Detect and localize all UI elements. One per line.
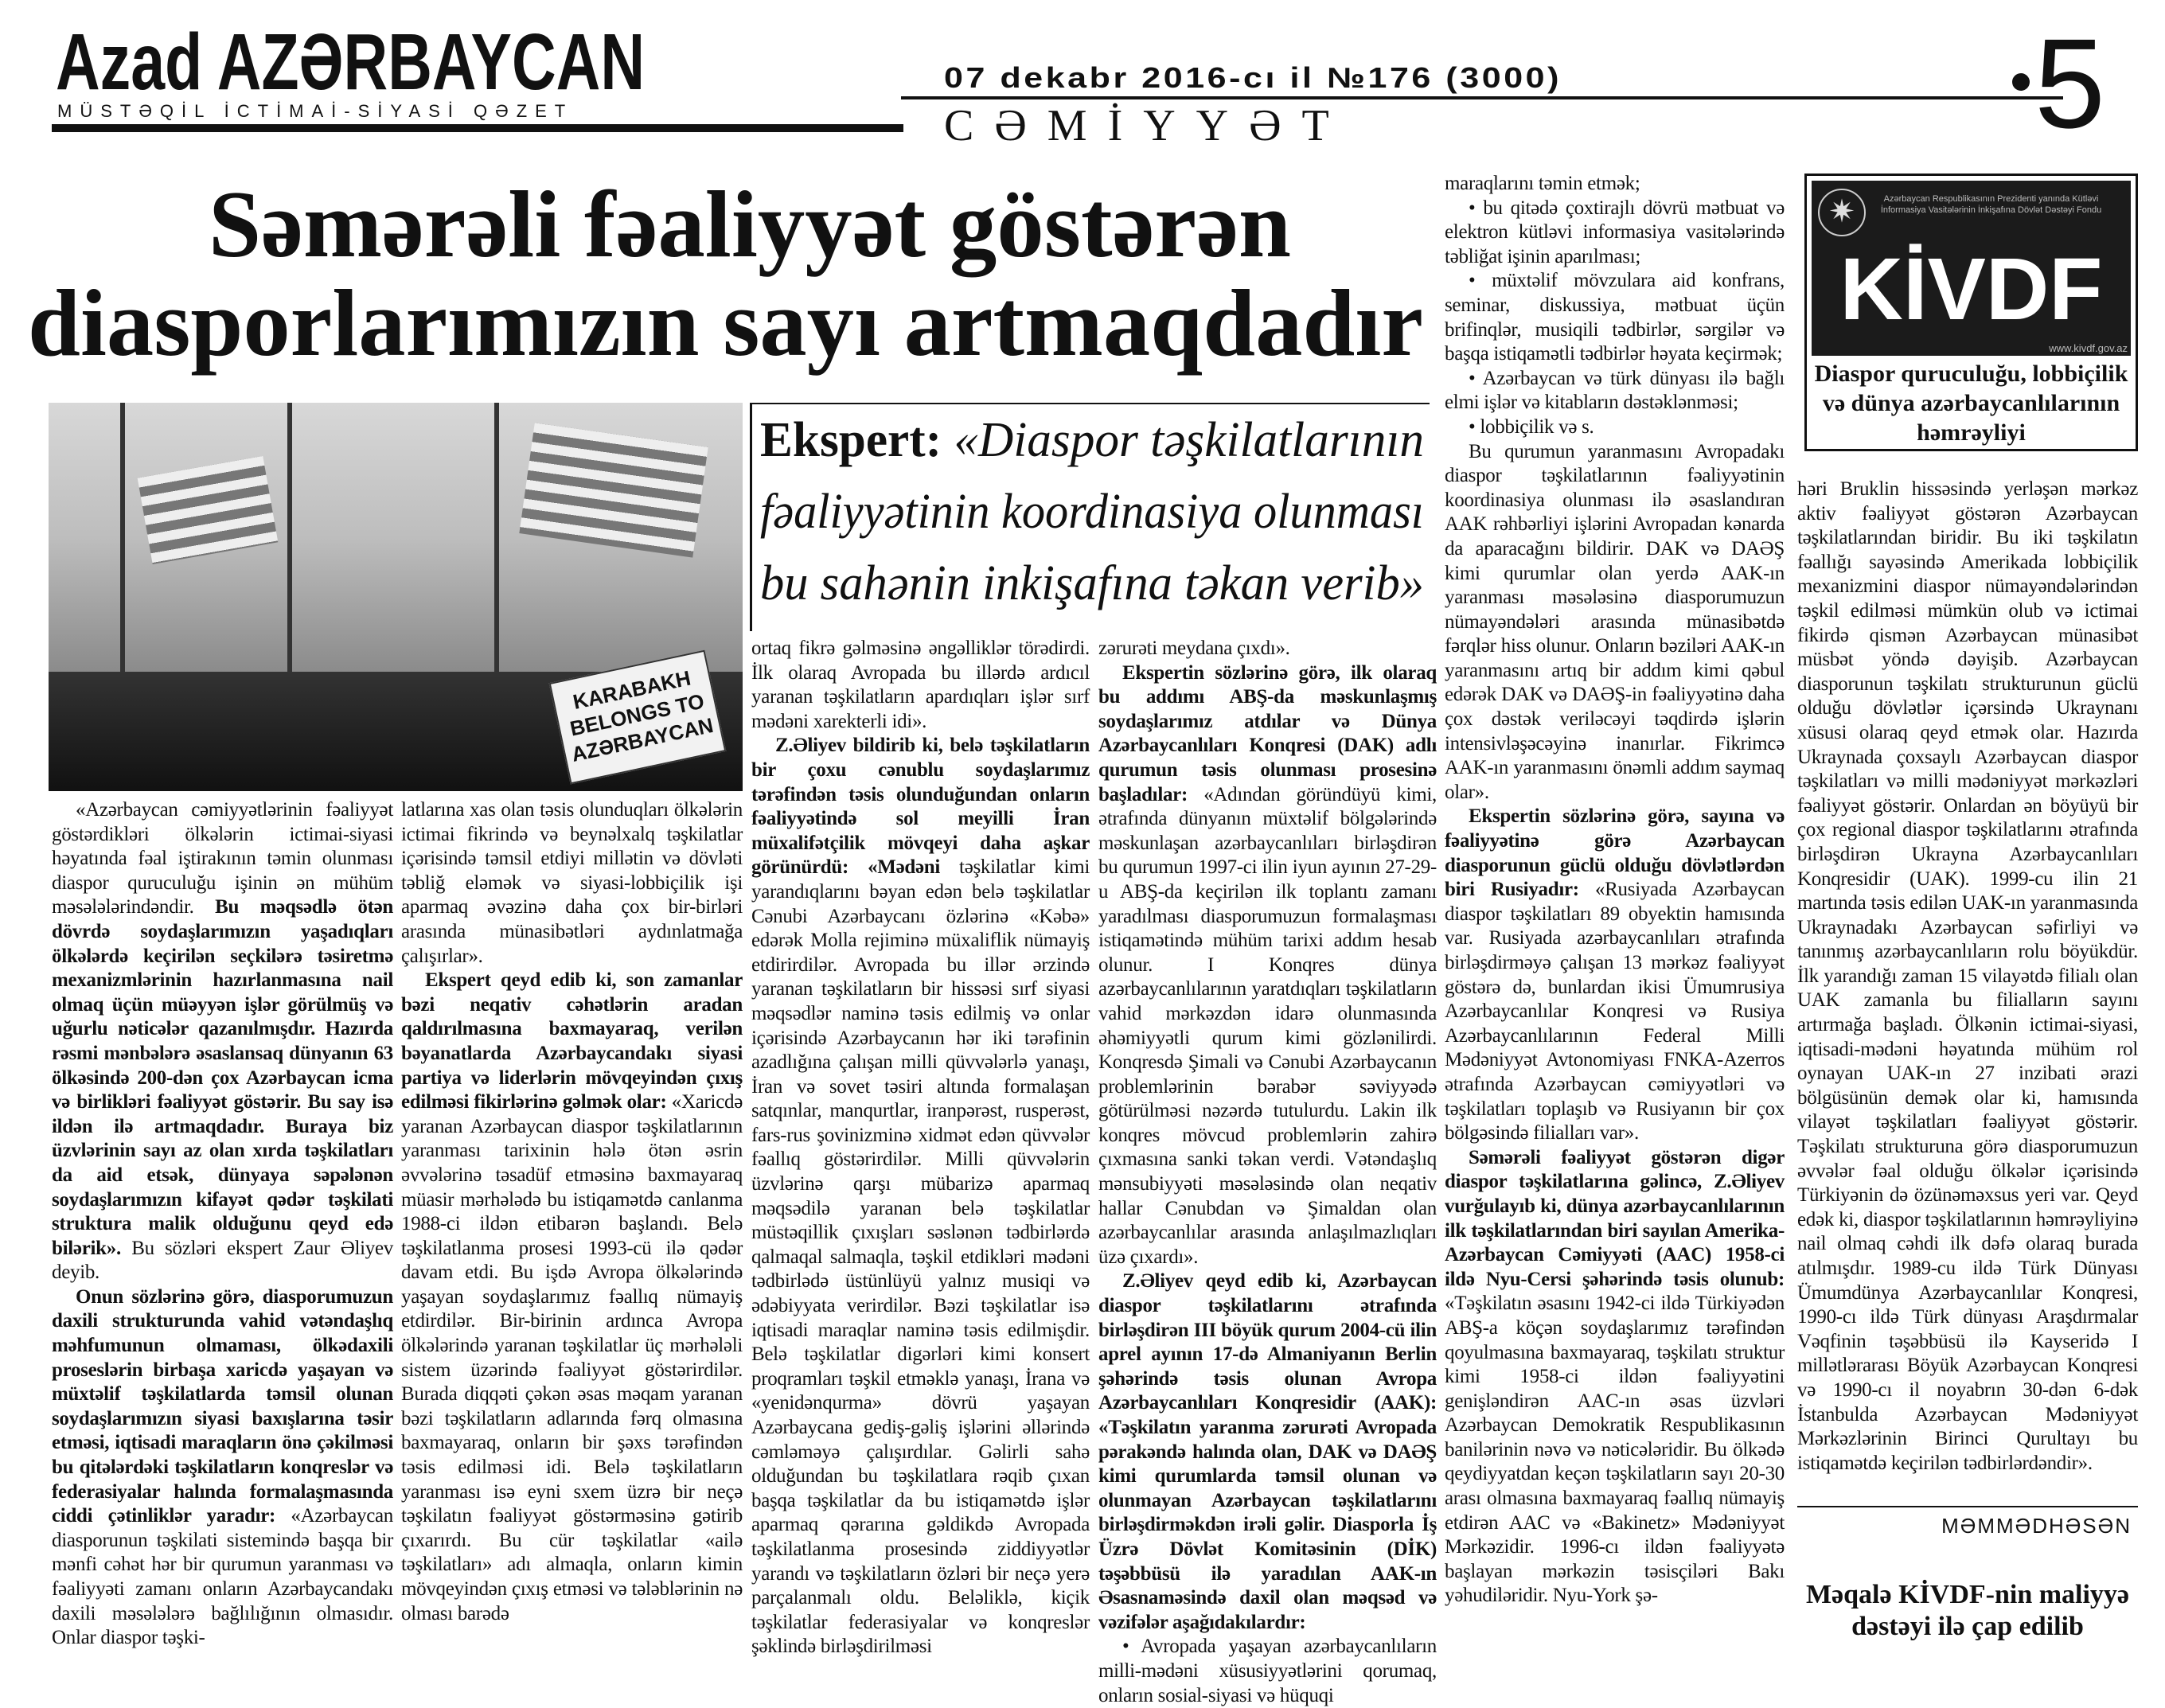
paragraph-text: «Xaricdə yaranan Azərbaycan diaspor təşkilatlarının yaranması tarixinin hələ ötən əsrin əvvələrinə təsadüf etməsinə baxmayaraq müasir mərhələdə bu istiqamətdə canlanma 1988-ci ildən etibarən başlandı. Belə təşkilatlanma prosesi 1993-cü ilə qədər davam etdi. Bu işdə Avropa ölkələrində yaşayan soydaşlarımız fəallıq nümayiş etdirdilər. Bir-birinin ardınca Avropa ölkələrində yaranan təşkilatlar üç mərhələli sistem üzərində fəaliyyət göstərirdilər. Burada diqqəti çəkən əsas məqam yaranan bəzi təşkilatların adlarında fərq olmasına baxmayaraq, onların bir şəxs tərəfindən təsis edilməsi idi. Belə təşkilatların yaranması isə eyni sxem üzrə bir neçə təşkilatın fəaliyyət göstərməsinə gətirib çıxarırdı. Bu cür təşkilatlar «ailə təşkilatları» adı almaqla, onların kimin mövqeyindən çıxış etməsi və tələblərinin nə olması barədə [401,1091,743,1624]
paragraph-text: həri Bruklin hissəsində yerləşən mərkəz aktiv fəaliyyət göstərən Azərbaycan təşkilatlarından biridir. Bu iki təşkilatın fəallığı sayəsində Amerikada lobbiçilik mexanizmini diaspor nümayəndələrindən təşkil edilməsi mümkün olub və ictimai fikirdə qismən Azərbaycan münasibət müsbət yöndə dəyişib. Azərbaycan diasporunun təşkilatı strukturunun güclü olduğu dövlətlər içərsində Ukraynanı xüsusi olaraq qeyd etmək olar. Hazırda Ukraynada çoxsaylı Azərbaycan diaspor təşkilatları və milli mədəniyyət mərkəzləri fəaliyyət göstərir. Onlardan ən böyüyü bir çox regional diaspor təşkilatlarını ətrafında birləşdirən Ukrayna Azərbaycanlıları Konqresidir (UAK). 1999-cu ilin 21 martında təsis edilən UAK-ın yaranmasında Ukraynadakı Azərbaycan səfirliyi və tanınmış azərbaycanlıların rolu böyükdür. İlk yarandığı zaman 15 vilayətdə filialı olan UAK zamanla bu filialların sayını artırmağa başladı. Ölkənin ictimai-siyasi, iqtisadi-mədəni həyatında mühüm rol oynayan UAK-ın 27 inzibati ərazi bölgüsünün demək olar ki, hamısında vilayət təşkilatları fəaliyyət göstərir. Təşkilatı strukturuna görə diasporumuzun əvvələr fəal olduğu ölkələr içərisində Türkiyənin də özünəməxsus yeri var. Qeyd edək ki, diaspor təşkilatlarının həmrəyliyinə nail olmaq cəhdi ilk dəfə olaraq burada atılmışdır. 1989-cu ildə Türk Dünyası Ümumdünya Azərbaycanlılar Konqresi, 1990-cı ildə Türk dünyası Araşdırmalar Vəqfinin təşəbbüsü ilə Kayseridə I millətlərarası Böyük Azərbaycan Konqresi və 1990-cı il noyabrın 30-dən 6-dək İstanbulda Azərbaycan Mədəniyyət Mərkəzlərinin Birinci Qurultayı bu istiqamətdə keçirilən tədbirlərdəndir». [1797,478,2138,1474]
masthead-rule [52,124,903,132]
paragraph [751,637,1090,734]
paragraph [52,798,393,1285]
paragraph-text: «Adından göründüyü kimi, ətrafında dünyanın müxtəlif bölgələrində məskunlaşan azərbaycanlıları birləşdirən bu qurumun 1997-ci ilin iyun ayının 27-29-u ABŞ-da keçirilən ilk toplantı zamanı yaradılması diasporumuzun formalaşması istiqamətində mühüm tarixi addım hesab olunur. I Konqres dünya azərbaycanlılarının yaratdıqları təşkilatların vahid mərkəzdən idarə olunmasında əhəmiyyətli qurum kimi gözlənilirdi. Konqresdə Şimali və Cənubi Azərbaycanın problemlərinin bərabər səviyyədə götürülməsi nəzərdə tutulurdu. Lakin ilk konqres mövcud problemlərin zahirə çıxmasına sanki təkan verdi. Vətəndaşlıq mənsubiyyəti məsələsində olan neqativ hallar Cənubdan və Şimaldan olan azərbaycanlılar arasında anlaşılmazlıqları üzə çıxardı». [1098,783,1437,1268]
paragraph-text: «Azərbaycan cəmiyyətlərinin fəaliyyət göstərdikləri ölkələrin ictimai-siyasi həyatında fəal iştirakının təmin olunması diaspor quruculuğu işinin ən mühüm məsələlərindəndir. [52,799,393,918]
bold-lead-text: Ekspert qeyd edib ki, son zamanlar bəzi neqativ cəhətlərin aradan qaldırılmasına baxmayaraq, verilən bəyanatlarda Azərbaycandakı siyasi partiya və liderlərin mövqeyindən çıxış edilməsi fikirlərinə gəlmək olar: [401,969,743,1113]
bold-lead-text: Ekspertin sözlərinə görə, ilk olaraq bu addımı ABŞ-da məskunlaşmış soydaşlarımız atdılar və Dünya Azərbaycanlıları Konqresi (DAK) adlı qurumun təsis olunması prosesinə başladılar: [1098,661,1437,805]
paragraph-text: «Azərbaycan diasporunun təşkilati sistemində başqa bir mənfi cəhət hər bir qurumun yaranması və fəaliyyəti zamanı onların Azərbaycandakı daxili məsələlərə bağlılığının olmasıdır. Onlar diaspor təşki- [52,1505,393,1649]
article-column-4 [1098,637,1437,1706]
paragraph [401,798,743,969]
bold-lead-text: Onun sözlərinə görə, diasporumuzun daxili strukturunda vahid vətəndaşlıq məhfumunun olmaması, ölkədaxili proseslərin birbaşa xaricdə yaşayan və müxtəlif təşkilatlarda təmsil olunan soydaşlarımızın siyasi baxışlarına təsir etməsi, iqtisadi maraqların önə çəkilməsi bu qitələrdəki təşkilatların konqreslər və federasiyalar halında formalaşmasında ciddi çətinliklər yaradır: [52,1285,393,1527]
bold-lead-text: Z.Əliyev qeyd edib ki, Azərbaycan diaspor təşkilatlarını ətrafında birləşdirən III böyük qurum 2004-cü ilin aprel ayının 17-də Almaniyanın Berlin şəhərində təsis olunan Avropa Azərbaycanlıları Konqresidir (AAK): «Təşkilatın yaranma zərurəti Avropada pərakəndə halında olan, DAK və DAƏŞ kimi qurumlarda təmsil olunan və olunmayan Azərbaycan təşkilatlarını birləşdirməkdən irəli gəlir. Diasporla İş Üzrə Dövlət Komitəsinin (DİK) təşəbbüsü ilə yaradılan AAK-ın Əsasnaməsində daxil olan məqsəd və vəzifələr aşağıdakılardır: [1098,1270,1437,1633]
bold-lead-text: Ekspertin sözlərinə görə, sayına və fəaliyyətinə görə Azərbaycan diasporunun güclü olduğu dövlətlərdən biri Rusiyadır: [1445,805,1785,901]
masthead-tagline: MÜSTƏQİL İCTİMAİ-SİYASİ QƏZET [57,101,574,121]
paragraph-text: Bu qurumun yaranmasını Avropadakı diaspor təşkilatlarının fəaliyyətinin koordinasiya olunması ilə əsaslandıran AAK rəhbərliyi işlərini Avropadan kənarda da aparacağını bildirir. DAK və DAƏŞ kimi qurumlar olan yerdə AAK-ın yaranması məsələsinə diasporumuzun nümayəndələri arasında münasibətdə fərqlər hiss olunur. Onların bəziləri AAK-ın yaranmasını artıq bir addım kimi qəbul edərək DAK və DAƏŞ-in fəaliyyətinə daha çox dəstək veriləcəyi təqdirdə işlərin intensivləşəcəyinə inanırlar. Fikrimcə AAK-ın yaranmasını önəmli addım saymaq olar». [1445,440,1785,803]
protest-sign: KARABAKH BELONGS TO AZƏRBAYCAN [549,650,727,785]
paragraph [1445,367,1785,415]
paragraph-text: latlarına xas olan təsis olunduqları ölkələrin ictimai fikrində və beynəlxalq təşkilatlar içərisində təmsil etdiyi millətin və dövləti təbliğ eləmək və siyasi-lobbiçilik işi aparmaq əvəzinə daha çox bir-birləri arasında münasibətləri aydınlatmağa çalışırlar». [401,799,743,967]
paragraph-text: ortaq fikrə gəlməsinə əngəlliklər törədirdi. İlk olaraq Avropada bu illərdə ardıcıl yaranan təşkilatların apardıqları işlər sırf mədəni xarekterli idi». [751,638,1090,732]
masthead-title: Azad AZƏRBAYCAN [56,18,645,107]
paragraph-text: • Azərbaycan və türk dünyası ilə bağlı elmi işlər və kitabların dəstəklənməsi; [1445,367,1785,414]
paragraph [1098,1635,1437,1708]
paragraph [1098,661,1437,1270]
article-photo [49,403,743,791]
paragraph [52,1285,393,1651]
paragraph-text: «Təşkilatın əsasını 1942-ci ildə Türkiyədən ABŞ-a köçən soydaşlarımız tərəfindən qoyulmasına baxmayaraq, təşkilatı struktur kimi 1958-ci ildən fəaliyyətini genişləndirən AAC-ın əsas üzvləri Azərbaycan Demokratik Respublikasının banilərinin nəvə və nəticələridir. Bu ölkədə qeydiyyatdan keçən təşkilatların sayı 20-30 arası olmasına baxmayaraq fəallıq nümayiş etdirən AAC və «Bakinetz» Mədəniyyət Mərkəzidir. 1996-cı ildən fəaliyyətə başlayan mərkəzin təsisçiləri Bakı yəhudiləridir. Nyu-York şə- [1445,1293,1785,1607]
page-number: 5 [2034,12,2105,154]
paragraph [1098,1269,1437,1635]
article-column-6 [1797,478,2138,1496]
paragraph [1445,805,1785,1145]
issue-date: 07 dekabr 2016-cı il №176 (3000) [944,61,1562,94]
article-column-2 [401,798,743,1659]
fund-name: Azərbaycan Respublikasının Prezidenti yanında Kütləvi İnformasiya Vasitələrinin İnkişafına Dövlət Dəstəyi Fondu [1880,194,2102,215]
section-name: CƏMİYYƏT [944,101,1350,150]
paragraph [1445,172,1785,197]
subheadline-line-2: fəaliyyətinin koordinasiya olunması [760,485,1424,539]
author-byline: MƏMMƏDHƏSƏN [1941,1514,2132,1538]
subheadline-line-1: Ekspert: «Diaspor təşkilatlarının [760,413,1424,467]
paragraph-text: • müxtəlif mövzulara aid konfrans, seminar, diskussiya, mətbuat üçün brifinqlər, musiqili tədbirlər, sərgilər və başqa istiqamətli tədbirlər həyata keçirmək; [1445,270,1785,365]
bold-lead-text: Bu məqsədlə ötən dövrdə soydaşlarımızın yaşadıqları ölkələrdə keçirilən seçkilərə təsiretmə mexanizmlərinin hazırlanmasına nail olmaq üçün müəyyən işlər görülmüş və uğurlu nəticələr qazanılmışdır. Hazırda rəsmi mənbələrə əsaslansaq dünyanın 63 ölkəsində 200-dən çox Azərbaycan icma və birlikləri fəaliyyət göstərir. Bu say isə ildən ilə artmaqdadır. Buraya biz üzvlərinin sayı az olan xırda təşkilatları da aid etsək, dünyaya səpələnən soydaşlarımızın kifayət qədər təşkilati struktura malik olduğunu qeyd edə bilərik». [52,896,393,1259]
page-bullet [2012,73,2030,91]
paragraph-text: • Avropada yaşayan azərbaycanlıların milli-mədəni xüsusiyyətlərini qorumaq, onların sosial-siyasi və hüquqi [1098,1636,1437,1706]
paragraph [1797,478,2138,1476]
article-column-1 [52,798,393,1659]
article-column-5 [1445,172,1785,1659]
bold-lead-text: Səmərəli fəaliyyət göstərən digər diaspor təşkilatlarına gəlincə, Z.Əliyev vurğulayıb ki, dünya azərbaycanlılarının ilk təşkilatlarından biri sayılan Amerika-Azərbaycan Cəmiyyəti (AAC) 1958-ci ildə Nyu-Cersi şəhərində təsis olunub: [1445,1146,1785,1290]
paragraph-text: zərurəti meydana çıxdı». [1098,638,1290,659]
paragraph-text: • lobbiçilik və s. [1469,415,1594,438]
subheadline-line-3: bu sahənin inkişafına təkan verib» [760,556,1424,610]
paragraph [1445,269,1785,366]
paragraph [1445,1146,1785,1609]
headline-line-1: Səmərəli fəaliyyət göstərən [209,171,1291,277]
paragraph [401,969,743,1626]
paragraph [1098,637,1437,661]
byline-rule [1797,1506,2138,1507]
paragraph-text: maraqlarını təmin etmək; [1445,173,1640,194]
headline-line-2: diasporlarımızın sayı artmaqdadır [28,270,1423,376]
paragraph-text: «Rusiyada Azərbaycan diaspor təşkilatları 89 obyektin hamısında var. Rusiyada azərbaycanlıları ətrafında birləşdirməyə çalışan 13 mərkəz fəaliyyət göstərə də, bunlardan ikisi Ümumrusiya Azərbaycanlılar Konqresi və Rusiya Azərbaycanlılarının Federal Milli Mədəniyyət Avtonomiyası FNKA-Azerros ətrafında Azərbaycan cəmiyyətləri və təşkilatları toplaşıb və Rusiyanın bir çox bölgəsində filialları var». [1445,879,1785,1145]
ad-caption: Diaspor quruculuğu, lobbiçilik və dünya azərbaycanlılarının həmrəyliyi [1814,361,2128,446]
state-emblem-icon: ✷ [1818,189,1866,236]
subheadline [750,403,1430,631]
paragraph [1445,440,1785,805]
paragraph-text: təşkilatlar kimi yarandıqlarını bəyan edən belə təşkilatlar Cənubi Azərbaycanı özlərinə «Kəbə» edərək Molla rejiminə müxaliflik nümayiş etdirirdilər. Avropada bu illər ərzində yaranan təşkilatların bir hissəsi sırf siyasi məqsədlər naminə təsis edilmiş və onlar içərisində Azərbaycanın hər iki tərəfinin azadlığına çalışan milli qüvvələrlə yanaşı, İran və sovet təsiri altında formalaşan satqınlar, manqurtlar, iranpərəst, rusperəst, fars-rus şovinizminə xidmət edən qüvvələr fəallıq göstərirdilər. Milli qüvvələrin üzvlərinə qarşı mübarizə aparmaq məqsədilə yaranan belə təşkilatlar müstəqillik çıxışları səslənən tədbirlərdə qalmaqal salmaqla, təşkil etdikləri mədəni tədbirlədə üstünlüyü yalnız musiqi və ədəbiyyata verirdilər. Bəzi təşkilatlar isə iqtisadi maraqlar naminə təsis edilmişdir. Belə təşkilatlar digərləri kimi konsert proqramları təşkil etməklə yanaşı, İrana və «yenidənqurma» dövrü yaşayan Azərbaycana gediş-gəliş işlərini əllərində cəmləməyə çalışırdılar. Gəlirli sahə olduğundan bu təşkilatlara rəqib çıxan başqa təşkilatlar da bu istiqamətdə işlər aparmaq qərarına gəldikdə Avropada təşkilatlanma prosesində ziddiyyətlər yarandı və təşkilatların özləri bir neçə yerə parçalanmalı oldu. Beləliklə, kiçik təşkilatlar federasiyalar və konqreslər şəklində birləşdirilməsi [751,856,1090,1658]
article-column-3 [751,637,1090,1659]
paragraph-text: Bu sözləri ekspert Zaur Əliyev deyib. [52,1237,393,1284]
paragraph [1445,415,1785,440]
bold-lead-text: Z.Əliyev bildirib ki, belə təşkilatların bir çoxu cənublu soydaşlarımız tərəfindən təsis olunduğundan onların fəaliyyətində sol meyilli İran müxalifətçilik mövqeyi daha aşkar görünürdü: «Mədəni [751,735,1090,879]
paragraph-text: • bu qitədə çoxtirajlı dövrü mətbuat və elektron kütləvi informasiya vasitələrində təbliğat işinin aparılması; [1445,197,1785,267]
paragraph [751,734,1090,1659]
header-rule [901,96,2063,99]
kivdf-logo: KİVDF [1839,240,2103,338]
ad-url: www.kivdf.gov.az [2049,342,2128,354]
paragraph [1445,197,1785,270]
funding-credit: Məqalə KİVDF-nin maliyyə dəstəyi ilə çap edilib [1805,1580,2130,1641]
kivdf-ad [1804,174,2138,451]
